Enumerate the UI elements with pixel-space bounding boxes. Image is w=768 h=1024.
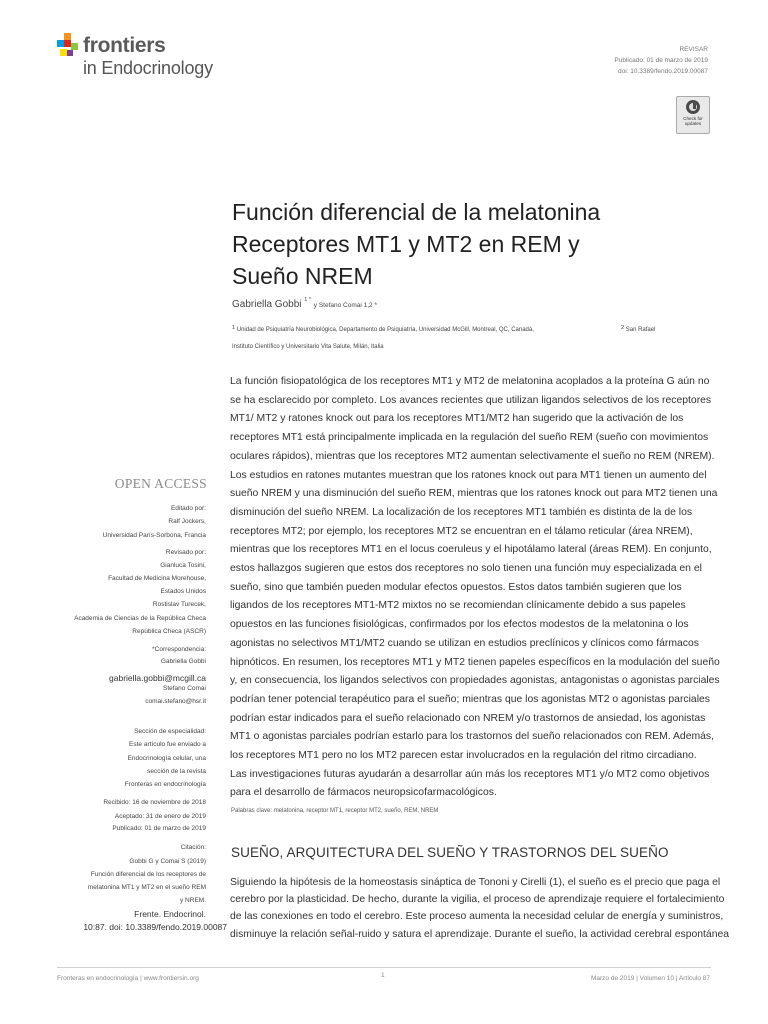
citation-doi[interactable]: 10:87. doi: 10.3389/fendo.2019.00087 [83, 922, 227, 932]
open-access-label: OPEN ACCESS [114, 476, 207, 491]
abstract-line: opuestos en las funciones fisiológicas, confirmados por los efectos modestos de la melatonina o los [230, 619, 689, 631]
reviewer-affiliation: Estados Unidos [160, 588, 206, 595]
section-heading: SUEÑO, ARQUITECTURA DEL SUEÑO Y TRASTORNOS DEL SUEÑO [231, 845, 669, 860]
abstract-line: receptores MT1 está principalmente implicada en la regulación del sueño REM (sueño con movimientos [230, 432, 709, 444]
keywords: Palabras clave: melatonina, receptor MT1, receptor MT2, sueño, REM, NREM [231, 808, 439, 814]
received-date: Recibido: 16 de noviembre de 2018 [103, 799, 206, 806]
abstract-line: podrían tener potencial terapéutico para el sueño; mientras que los agonistas MT2 o agonistas parciales [230, 693, 710, 705]
reviewed-by-label: Revisado por: [165, 549, 206, 556]
title-line: Sueño NREM [232, 263, 373, 289]
body-line: cerebro por la plasticidad. De hecho, durante la vigilia, el proceso de aprendizaje requiere el fortalecimiento [230, 894, 725, 906]
citation-journal: Frente. Endocrinol. [134, 909, 206, 919]
correspondent-name: Stefano Comai [163, 685, 206, 692]
body-line: Siguiendo la hipótesis de la homeostasis sináptica de Tononi y Cirelli (1), el sueño es el precio que paga el [230, 877, 721, 888]
abstract-line: Las investigaciones futuras ayudarán a desarrollar aún más los receptores MT1 y/o MT2 como objetivos [230, 768, 710, 780]
article-type: REVISAR [679, 46, 708, 53]
editor-name[interactable]: Ralf Jockers, [168, 518, 206, 525]
reviewer-name[interactable]: Gianluca Tosini, [160, 562, 206, 569]
abstract-line: La función fisiopatológica de los receptores MT1 y MT2 de melatonina acoplados a la proteína G aún no [230, 376, 710, 387]
citation-text: y NREM. [180, 897, 206, 904]
logo-wordmark: frontiers [83, 34, 166, 57]
abstract-line: hipnóticos. En resumen, los receptores MT1 y MT2 tienen papeles específicos en la modulación del sueño [230, 656, 720, 668]
article-meta [614, 44, 708, 77]
reviewer-affiliation: Academia de Ciencias de la República Checa [74, 615, 206, 622]
abstract-line: Los estudios en ratones mutantes muestran que los ratones knock out para MT1 tienen un aumento del [230, 469, 707, 481]
correspondent-email[interactable]: gabriella.gobbi@mcgill.ca [109, 673, 206, 683]
abstract-line: agonistas no selectivos MT1/MT2 cuando se utilizan en estudios preclínicos y clínicos como fármacos [230, 637, 699, 649]
specialty-text: sección de la revista [147, 768, 206, 775]
check-for-updates-button[interactable] [676, 96, 710, 134]
body-line: disminuye la relación señal-ruido y satura el aprendizaje. Durante el sueño, la actividad cerebral espontánea [230, 928, 730, 940]
reviewer-affiliation: República Checa (ASCR) [132, 628, 206, 635]
specialty-text[interactable]: Fronteras en endocrinología [124, 781, 206, 788]
abstract-line: MT1/ MT2 y ratones knock out para los receptores MT1/MT2 han sugerido que la activación de los [230, 413, 684, 425]
abstract-line: oculares rápidos), mientras que los receptores MT2 aumentan selectivamente el sueño no REM (NREM). [230, 450, 715, 462]
abstract-line: sueño NREM y una disminución del sueño REM, mientras que los ratones knock out para MT2 tienen una [230, 488, 718, 500]
specialty-text[interactable]: Endocrinología celular, una [127, 755, 206, 762]
abstract-line: para el desarrollo de fármacos neuropsicofarmacológicos. [230, 787, 497, 799]
abstract-line: sueño, sino que también pueden modular efectos opuestos. Estos datos también sugieren que los [230, 581, 682, 593]
abstract-line: ligandos de los receptores MT1-MT2 mixtos no se recomiendan clínicamente debido a sus papeles [230, 600, 686, 612]
frontiers-logo-icon [57, 33, 81, 63]
abstract-line: mientras que los receptores MT1 en el locus coeruleus y el hipotálamo lateral (áreas REM). En conjunto, [230, 544, 712, 556]
article-title [232, 196, 652, 292]
body-line: de las conexiones en todo el cerebro. Este proceso aumenta la necesidad celular de energía y suministros, [230, 911, 724, 923]
specialty-label: Sección de especialidad: [134, 728, 206, 735]
author-name[interactable]: Gabriella Gobbi [232, 299, 302, 310]
edited-by-label: Editado por: [170, 505, 206, 512]
citation-label: Citación: [180, 844, 206, 851]
footer-issue: Marzo de 2019 | Volumen 10 | Artículo 87 [590, 975, 710, 982]
affiliation-3: Instituto Científico y Universitario Vita Salute, Milán, Italia [232, 344, 384, 350]
editor-affiliation: Universidad París-Sorbona, Francia [102, 532, 206, 539]
abstract-line: MT1 o agonistas parciales podrían estarlo para los trastornos del sueño relacionados con REM. Además, [230, 731, 715, 743]
specialty-text: Este artículo fue enviado a [129, 741, 206, 748]
affiliation-1: 1 Unidad de Psiquiatría Neurobiológica, Departamento de Psiquiatría, Universidad McGill, Montreal, QC, Canadá, [232, 325, 534, 333]
abstract-line: podrían estar indicados para el sueño relacionado con NREM y/o trastornos de ansiedad, los agonistas [230, 712, 706, 724]
abstract-line: receptores MT2; por ejemplo, los receptores MT2 se encuentran en el tálamo reticular (área NREM), [230, 525, 693, 537]
published-date: Publicado: 01 de marzo de 2019 [614, 57, 708, 64]
reviewer-affiliation: Facultad de Medicina Morehouse, [108, 575, 206, 582]
section-body [230, 874, 730, 943]
author-sup: 1 * [304, 297, 311, 303]
journal-logo[interactable] [57, 33, 227, 81]
check-updates-icon [686, 100, 700, 114]
doi-link[interactable]: doi: 10.3389/fendo.2019.00087 [617, 68, 708, 75]
correspondence-label: *Correspondencia: [152, 646, 206, 653]
logo-journal-name: in Endocrinology [83, 58, 213, 78]
author-name[interactable]: y Stefano Comai 1,2 * [313, 302, 378, 309]
page-number: 1 [381, 972, 385, 979]
author-list [232, 299, 377, 310]
citation-text: Función diferencial de los receptores de [90, 871, 206, 878]
reviewer-name[interactable]: Rostislav Turecek, [152, 601, 206, 608]
abstract-line: los receptores MT1 pero no los MT2 parecen estar involucrados en la regulación del ritmo circadiano. [230, 750, 697, 762]
abstract [230, 373, 720, 803]
citation-text: melatonina MT1 y MT2 en el sueño REM [87, 884, 206, 891]
footer-journal[interactable]: Fronteras en endocrinología | www.frontiersin.org [57, 975, 199, 982]
abstract-line: estos hallazgos sugieren que estos dos receptores no solo tienen una función muy especializada en el [230, 563, 702, 575]
accepted-date: Aceptado: 31 de enero de 2019 [114, 813, 206, 820]
abstract-line: disminución del sueño NREM. La localización de los receptores MT1 también es distinta de la de los [230, 506, 693, 518]
correspondent-email[interactable]: comai.stefano@hsr.it [145, 698, 206, 705]
abstract-line: se ha esclarecido por completo. Los avances recientes que utilizan ligandos selectivos de los receptores [230, 394, 712, 406]
correspondent-name: Gabriella Gobbi [160, 658, 206, 665]
published-date-sidebar: Publicado: 01 de marzo de 2019 [112, 825, 206, 832]
affiliation-2: 2 San Rafael [621, 325, 656, 333]
citation-text: Gobbi G y Comai S (2019) [129, 858, 206, 865]
title-line: Función diferencial de la melatonina [232, 199, 601, 225]
abstract-line: y, en consecuencia, los ligandos selectivos con propiedades agonistas, antagonistas o agonistas parciales [230, 675, 720, 687]
footer-divider [57, 967, 711, 968]
check-updates-label: Check for updates [683, 116, 703, 126]
title-line: Receptores MT1 y MT2 en REM y [232, 231, 580, 257]
